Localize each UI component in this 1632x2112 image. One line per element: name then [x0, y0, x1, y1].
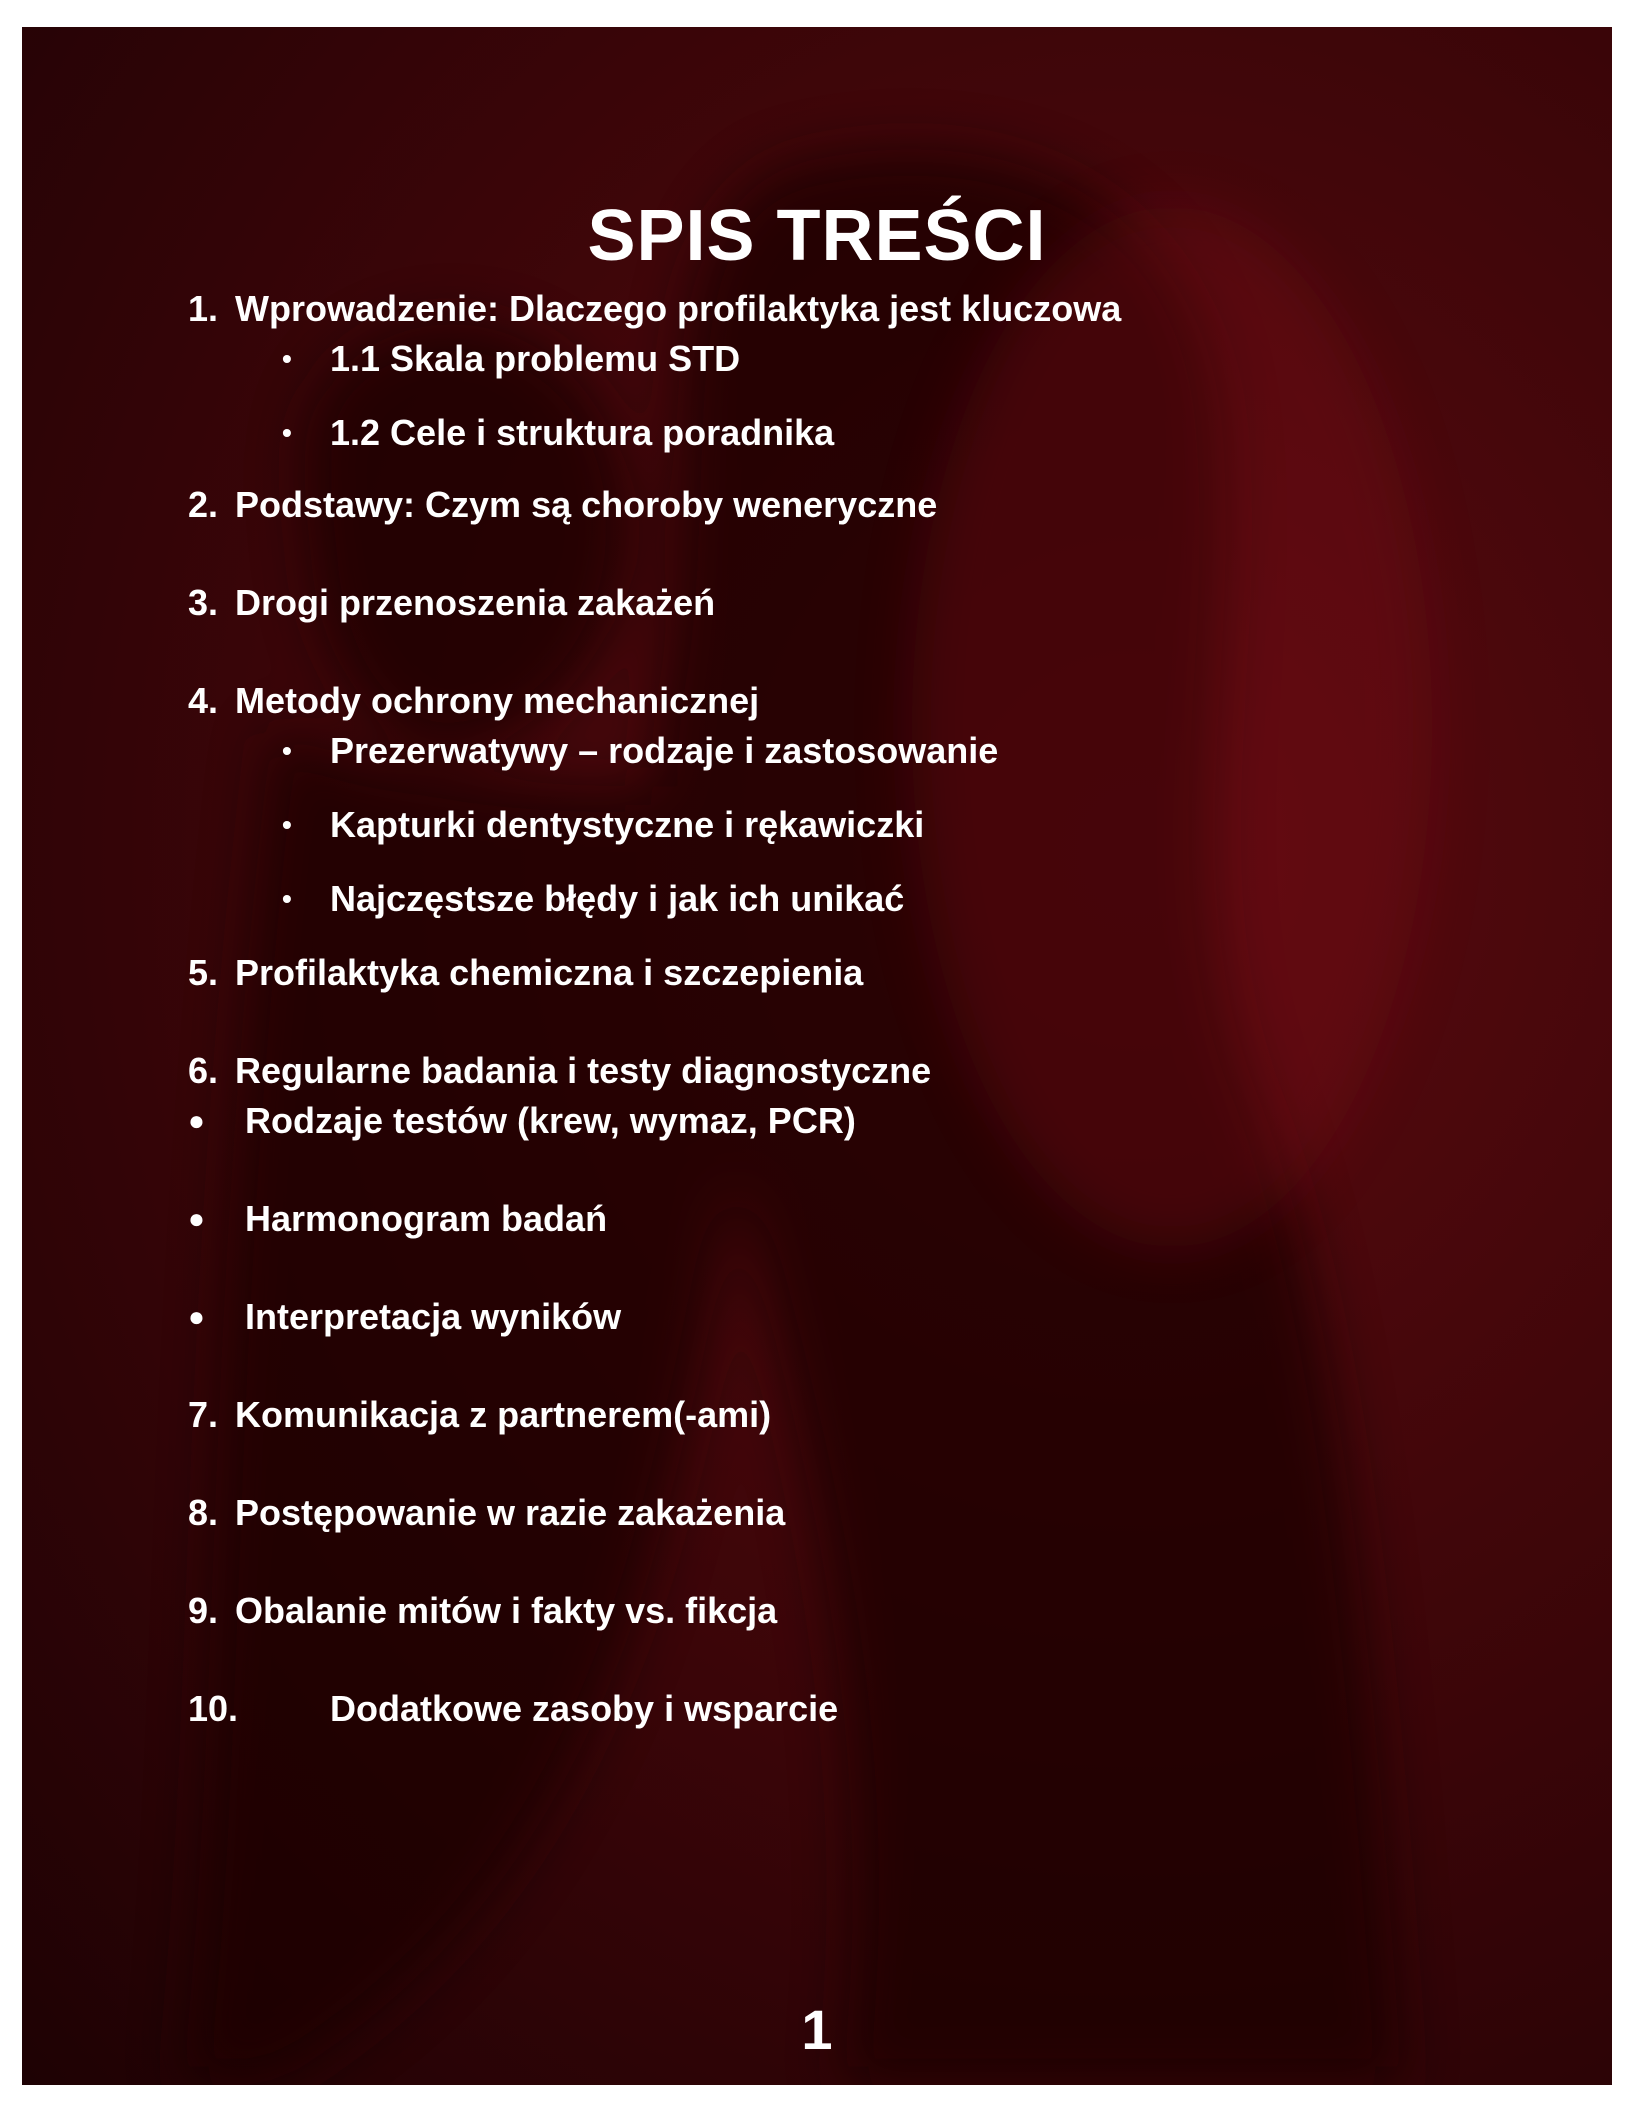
toc-text: Obalanie mitów i fakty vs. fikcja — [235, 1590, 778, 1631]
toc-number: 7. — [188, 1394, 219, 1435]
bullet-icon: • — [282, 417, 292, 448]
toc-number: 3. — [188, 582, 219, 623]
toc-text: Komunikacja z partnerem(-ami) — [235, 1394, 772, 1435]
toc-number: 9. — [188, 1590, 219, 1631]
toc-text: 1.1 Skala problemu STD — [330, 338, 741, 379]
toc-text: Wprowadzenie: Dlaczego profilaktyka jest kluczowa — [235, 288, 1122, 329]
toc-text: Drogi przenoszenia zakażeń — [235, 582, 716, 623]
bullet-icon: ● — [188, 1301, 205, 1332]
toc-text: Kapturki dentystyczne i rękawiczki — [330, 804, 925, 845]
toc-text: Podstawy: Czym są choroby weneryczne — [235, 484, 938, 525]
toc-text: Regularne badania i testy diagnostyczne — [235, 1050, 932, 1091]
toc-number: 10. — [188, 1688, 239, 1729]
toc-text: Najczęstsze błędy i jak ich unikać — [330, 878, 905, 919]
bullet-icon: • — [282, 735, 292, 766]
document-page — [22, 27, 1612, 2085]
toc-text: Prezerwatywy – rodzaje i zastosowanie — [330, 730, 999, 771]
bullet-icon: ● — [188, 1203, 205, 1234]
toc-text: Rodzaje testów (krew, wymaz, PCR) — [245, 1100, 856, 1141]
toc-text: Interpretacja wyników — [245, 1296, 622, 1337]
toc-number: 4. — [188, 680, 219, 721]
toc-text: Dodatkowe zasoby i wsparcie — [330, 1688, 839, 1729]
toc-number: 8. — [188, 1492, 219, 1533]
toc-text: Postępowanie w razie zakażenia — [235, 1492, 786, 1533]
toc-number: 2. — [188, 484, 219, 525]
page-number: 1 — [801, 1998, 833, 2061]
bullet-icon: • — [282, 883, 292, 914]
toc-text: Harmonogram badań — [245, 1198, 608, 1239]
toc-text: Profilaktyka chemiczna i szczepienia — [235, 952, 864, 993]
table-of-contents — [22, 27, 1612, 2085]
toc-text: 1.2 Cele i struktura poradnika — [330, 412, 835, 453]
bullet-icon: ● — [188, 1105, 205, 1136]
toc-number: 1. — [188, 288, 219, 329]
toc-text: Metody ochrony mechanicznej — [235, 680, 760, 721]
toc-number: 6. — [188, 1050, 219, 1091]
bullet-icon: • — [282, 809, 292, 840]
page-title: SPIS TREŚCI — [587, 196, 1047, 276]
bullet-icon: • — [282, 343, 292, 374]
toc-number: 5. — [188, 952, 219, 993]
